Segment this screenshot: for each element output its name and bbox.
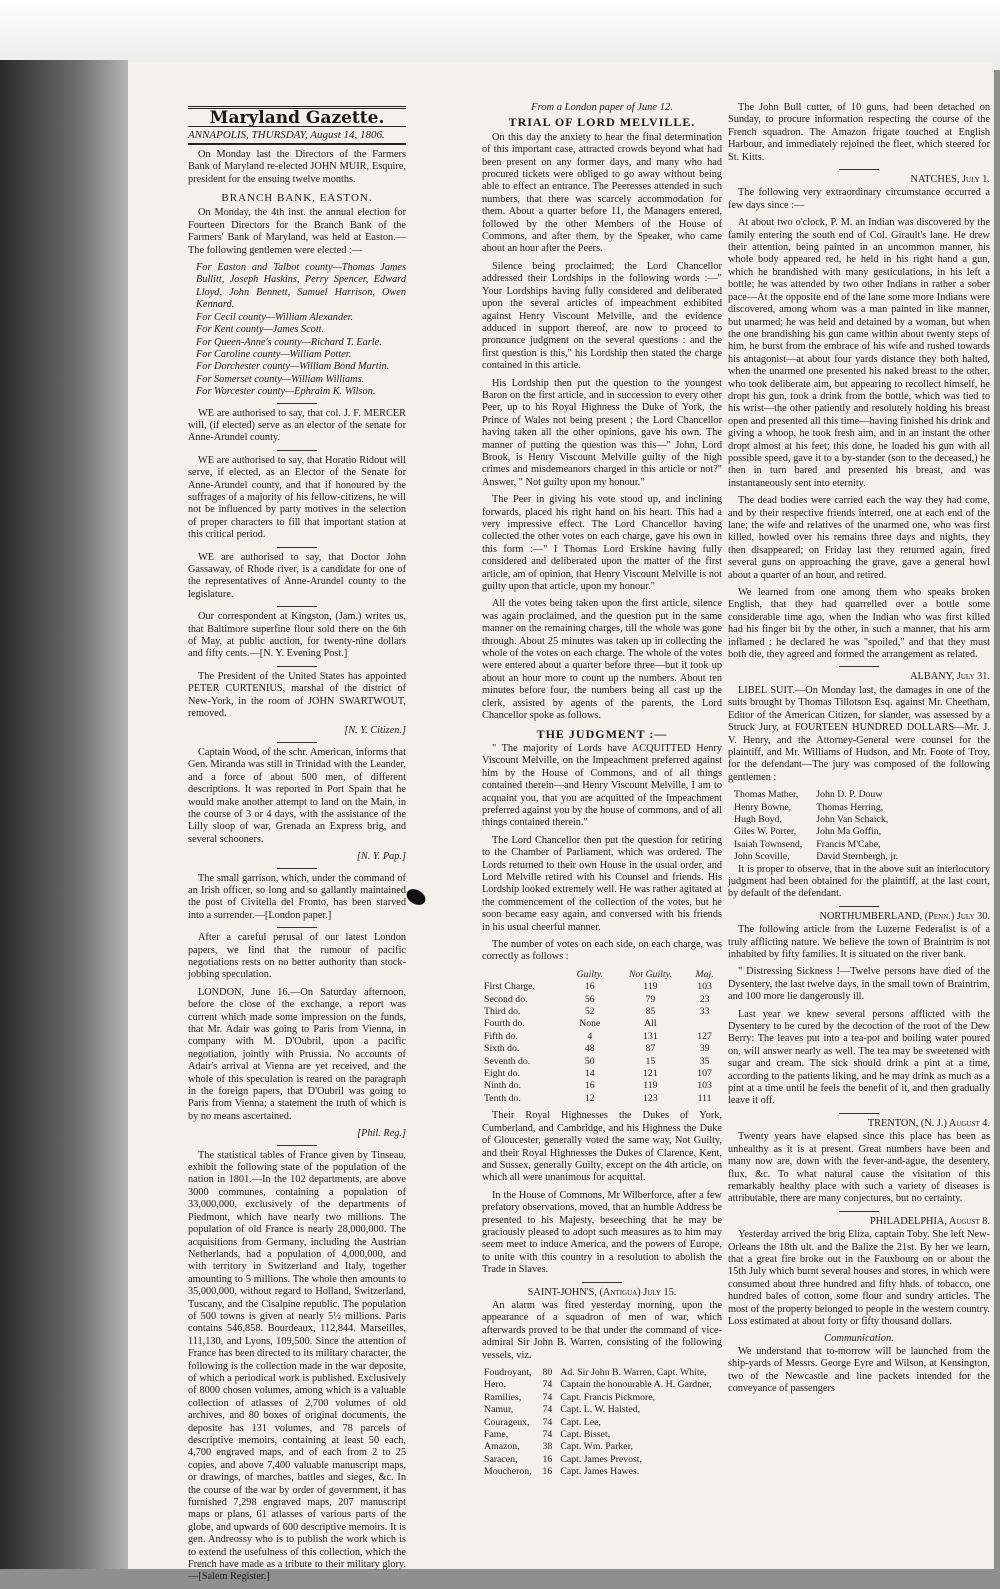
communication-paragraph: We understand that to-morrow will be launched from the ship-yards of Messrs. George Eyre and Wilson, at Kensington, two of the Newcastle and line packets intended for the conveyance of passengers — [728, 1345, 990, 1394]
fleet-cell: 74 — [542, 1404, 553, 1416]
director-entry: For Easton and Talbot county—Thomas James Bullitt, Joseph Haskins, Perry Spencer, Edward Lloyd, John Bennett, Samuel Harrison, Owen Kennard. — [196, 262, 406, 311]
juror: Francis M'Cabe, — [816, 838, 881, 850]
votes-cell: All — [644, 1018, 657, 1030]
votes-cell: 119 — [643, 1080, 658, 1092]
votes-cell: 35 — [699, 1055, 710, 1067]
philadelphia-paragraph: Yesterday arrived the brig Eliza, captain Toby. She left New-Orleans the 18th ult. and the Balize the 21st. By her we learn, that a great fire broke out in the Fauxbourg on or about the 15th July which burnt several houses and stores, in which were consumed about three hundred and fifty hhds. of tobacco, one hundred bales of cotton, some flour and sundry articles. The most of the property belonged to people in the western country. Loss estimated at about forty or fifty thousand dollars. — [728, 1229, 990, 1327]
fleet-cell: Capt. Bisset, — [560, 1429, 611, 1441]
fleet-cell: 74 — [542, 1379, 553, 1391]
director-entry: For Dorchester county—William Bond Martin. — [196, 361, 390, 373]
votes-row — [482, 1068, 722, 1080]
fleet-row — [482, 1454, 722, 1466]
communication-heading: Communication. — [824, 1333, 894, 1345]
votes-cell: Eight do. — [484, 1068, 520, 1080]
perusal-paragraph: After a careful perusal of our latest London papers, we find that the rumour of pacific negotiations rests on no better authority than stock-jobbing speculation. — [188, 932, 406, 981]
votes-header-cell: Not Guilty. — [628, 968, 672, 980]
dateline: ANNAPOLIS, THURSDAY, August 14, 1806. — [188, 127, 406, 144]
divider — [839, 906, 879, 907]
captain-wood-report: Captain Wood, of the schr. American, informs that Gen. Miranda was still in Trinidad with the Leander, and a force of about 500 men, of different descriptions. It was reported in Port Spain that he would make another attempt to land on the Main, in the course of 3 or 4 days, with the assistance of the Lilly sloop of war, Grenada an Express brig, and several schooners. — [188, 746, 406, 845]
votes-cell: 23 — [699, 993, 710, 1005]
fleet-cell: Moucheron, — [484, 1466, 532, 1478]
trial-paragraph: The Lord Chancellor then put the question for retiring to the Chamber of Parliament, which was ordered. The Lords returned to their own House in the usual order, and Lord Melville retired with his Counsel and friends. His Lordship looked extremely well. He was rather agitated at the commencement of the collection of the votes, but he soon became easy again, and conversed with his friends in his usual cheerful manner. — [482, 834, 722, 933]
divider — [839, 1113, 879, 1114]
votes-row — [482, 1056, 722, 1068]
farmers-bank-notice: On Monday last the Directors of the Farmers Bank of Maryland re-elected JOHN MUIR, Esquire, president for the ensuing twelve months. — [188, 148, 406, 185]
divider — [277, 1145, 317, 1146]
juror: John D. P. Douw — [816, 789, 883, 801]
fleet-cell: Fame, — [484, 1429, 509, 1441]
votes-cell: 123 — [643, 1092, 658, 1104]
garrison-report: The small garrison, which, under the command of an Irish officer, so long and so gallantly maintained the post of Civitella del Fronto, has been starved into a surrender.—[London paper.] — [188, 872, 406, 921]
judgment-text: " The majority of Lords have ACQUITTED Henry Viscount Melville, on the Impeachment preferred against him by the House of Commons, and of all things contained therein—and Henry Viscount Melville, I am to acquaint you, that you are acquitted of the Impeachment preferred against you by the house of commons, and of all things contained therein." — [482, 742, 722, 829]
gassaway-notice: WE are authorised to say, that Doctor John Gassaway, of Rhode river, is a candidate for one of the representatives of Anne-Arundel county to the legislature. — [188, 551, 406, 600]
juror: David Sternbergh, jr. — [816, 851, 899, 863]
scan-binding-shadow — [0, 60, 128, 1569]
votes-cell: None — [579, 1018, 601, 1030]
fleet-cell: 16 — [542, 1466, 553, 1478]
votes-cell: 87 — [645, 1043, 656, 1055]
votes-cell: 85 — [645, 1006, 656, 1018]
dateline-philadelphia: PHILADELPHIA, August 8. — [869, 1215, 990, 1227]
fleet-row — [482, 1466, 722, 1478]
divider — [839, 1211, 879, 1212]
trial-paragraph: All the votes being taken upon the first article, silence was again proclaimed, and the question put in the same manner on the remaining charges, till the whole was gone through. About 25 minutes was taken up in collecting the whole of the votes on each charge. The whole of the votes were entered about a quarter before three—but it took up about an hour more to count up the numbers. About ten minutes before four, the numbers being all cast up the clerk, assisted by agents of the parents, the Lord Chancellor spoke as follows. — [482, 598, 722, 722]
divider — [277, 403, 317, 404]
trial-paragraph: On this day the anxiety to hear the final determination of this important case, attracted crowds beyond what had been present on any former days, and many who had procured tickets were obliged to go away without being able to effect an entrance. The Peeresses attended in such numbers, that there was scarcely accommodation for them. About a quarter before 11, the Managers entered, followed by the other Members of the House of Commons, and after them, by the Speaker, who came about an hour after the Peers. — [482, 131, 722, 255]
votes-header-cell — [482, 969, 566, 981]
france-statistics: The statistical tables of France given by Tinseau, exhibit the following state of the population of the nation in 1801.—In the 102 departments, are above 3000 communes, containing a population of 33,000,000, exclusively of the departments of Piedmont, which have nearly two millions. The population of old France is nearly 28,000,000. The acquisitions from Germany, including the Austrian Netherlands, had a population of 4,000,000, and with territory in Switzerland and Italy, together amounting to 5 millions. The whole then amounts to 35,000,000, without regard to Holland, Switzerland, Tuscany, and the Cisalpine republic. The population of 500 towns is given at nearly 5½ millions. Paris contains 546,858. Bourdeaux, 112,844. Marseilles, 111,130, and Lyons, 109,500. Since the attention of France has been directed to its military character, the following is the collection made in the war deposite, of which a periodical work is published. Exclusively of 8000 chosen volumes, among which is a valuable collection of atlasses of 2,700 volumes of old archives, and 80 boxes of original documents, the deposite has 131 volumes, and 78 parcels of descriptive memoirs, containing at least 50 each, 4,700 engraved maps, and of each from 2 to 25 copies, and above 7,400 valuable manuscript maps, or drawings, of marches, battles and sieges, &c. In the course of the war by order of government, it has furnished 7,298 engraved maps, 207 manuscript maps or plans, 61 atlasses of various parts of the globe, and upwards of 600 descriptive memoirs. It is gen. Andreossy who is to publish the work which is to extend the usefulness of this collection, which the French have made as a tribute to their military glory.—[Salem Register.] — [188, 1149, 406, 1583]
fleet-row — [482, 1379, 722, 1391]
northumberland-paragraph: Last year we knew several persons afflicted with the Dysentery to be cured by the decoction of the root of the Dew Berry: The leaves put into a tea-pot and boiling water poured on, will answer nearly as well. The tea may be sweetened with sugar and cream. The sick should drink a pint at a time, according to the patients liking, and he may drink as much as a pint at a time until he feels the benefit of it, and then gradually leave it off. — [728, 1008, 990, 1107]
trial-paragraph: His Lordship then put the question to the youngest Baron on the first article, and in succession to every other Peer, up to his Royal Highness the Duke of York, the Prince of Wales not being present ; the Lord Chancellor having taken all the other opinions, gave his own. The manner of putting the question was this—" John, Lord Brook, is Henry Viscount Melville guilty of the high crimes and misdemeanors charged in this article or not?" Answer, " Not guilty upon my honour." — [482, 377, 722, 488]
john-bull-paragraph: The John Bull cutter, of 10 guns, had been detached on Sunday, to procure information respecting the course of the French squadron. The Amazon frigate touched at English Harbour, and immediately rejoined the fleet, which steered for St. Kitts. — [728, 102, 990, 163]
dateline-natches: NATCHES, July 1. — [910, 174, 990, 186]
votes-cell: Second do. — [484, 993, 528, 1005]
divider — [839, 169, 879, 170]
divider — [277, 606, 317, 607]
fleet-cell: 74 — [542, 1416, 553, 1428]
fleet-cell: Captain the honourable A. H. Gardner, — [560, 1379, 712, 1391]
trial-paragraph: The Peer in giving his vote stood up, and inclining forwards, placed his right hand on his heart. This had a very impressive effect. The Lord Chancellor having collected the other votes on each charge, gave his own in this form :—" I Thomas Lord Erskine having fully considered and deliberated upon the matter of the first article, am of opinion, that Henry Viscount Melville is not guilty upon that article, upon my honour." — [482, 494, 722, 593]
fleet-cell: Capt. Lee, — [560, 1416, 601, 1428]
votes-cell: 33 — [699, 1006, 710, 1018]
juror: Thomas Herring, — [816, 801, 884, 813]
votes-cell: 56 — [584, 993, 595, 1005]
divider — [277, 666, 317, 667]
votes-cell: 121 — [643, 1068, 658, 1080]
dateline-trenton: TRENTON, (N. J.) August 4. — [867, 1117, 990, 1129]
votes-row — [482, 1018, 722, 1030]
votes-row — [482, 1080, 722, 1092]
fleet-row — [482, 1417, 722, 1429]
juror: Hugh Boyd, — [734, 813, 782, 825]
votes-cell: 79 — [645, 993, 656, 1005]
column-2 — [482, 102, 722, 1484]
votes-header-row — [482, 969, 722, 981]
trial-heading: TRIAL OF LORD MELVILLE. — [508, 115, 696, 130]
fleet-row — [482, 1367, 722, 1379]
natches-paragraph: At about two o'clock, P. M. an Indian was discovered by the family entering the south end of Col. Girault's lane. He drew their attention, being painted in an uncommon manner, his whole body appeared red, he held in his right hand a gun, which he brandished with many gesticulations, in his left a bottle; he was attended by two other Indians in rather a sober pace—At the opposite end of the lane some more Indians were discovered, among whom was a man painted in like manner, but unarmed; he was held and detained by a woman, but when the one brandishing his gun came within about twenty steps of him, he burst from the embrace of his wife and rushed towards his antagonist—at about four yards distance they both halted, when the unarmed one presented his naked breast to the other, who took deliberate aim, but appearing to recollect himself, he dropt his gun, took a drink from the bottle, which was tied to his wrist—the other patiently and resolutely holding his breast open and presented all this time—having finished his drink and giving a whoop, he took fresh aim, and in an instant the other dropt almost at his feet; this done, he loaded his gun with all possible speed, gave it to a by-stander (son to the deceased,) he then in turn bared and presented his breast, and was instantaneously sent into eternity. — [728, 217, 990, 489]
votes-row — [482, 1006, 722, 1018]
trial-paragraph: Silence being proclaimed; the Lord Chancellor addressed their Lordships in the following words :—" Your Lordships having fully considered and deliberated upon the several articles of impeachment exhibited against Henry Viscount Melville, and the evidence adduced in support thereof, are now to proceed to pronounce judgment on the several questions : and the first question is this," his Lordship then stated the charge contained in this article. — [482, 260, 722, 372]
votes-cell: Third do. — [484, 1006, 521, 1018]
votes-row — [482, 1031, 722, 1043]
votes-header-cell: Guilty. — [576, 968, 603, 980]
natches-paragraph: The dead bodies were carried each the way they had come, and by their respective friends interred, one at each end of the lane; the wife and relatives of the unarmed one, who was first killed, howled over his remains three days and nights, they then disappeared; on Friday last they returned again, fired several guns on approaching the grave, gave a general howl about a quarter of an hour, and retired. — [728, 495, 990, 581]
votes-row — [482, 1093, 722, 1105]
fleet-cell: 38 — [542, 1441, 553, 1453]
votes-cell: 131 — [643, 1030, 658, 1042]
alarm-paragraph: An alarm was fired yesterday morning, upon the appearance of a squadron of men of war, which afterwards proved to be that under the command of vice-admiral Sir John B. Warren, consisting of the following vessels, viz. — [482, 1299, 722, 1361]
juror: Henry Bowne, — [734, 801, 792, 813]
divider — [277, 742, 317, 743]
votes-cell: Sixth do. — [484, 1043, 520, 1055]
fleet-cell: Amazon, — [484, 1441, 520, 1453]
fleet-cell: Ad. Sir John B. Warren, Capt. White, — [560, 1367, 707, 1378]
fleet-cell: Capt. Wm. Parker, — [560, 1441, 633, 1453]
votes-cell: Ninth do. — [484, 1080, 522, 1092]
votes-cell: 4 — [587, 1030, 593, 1042]
fleet-cell: Capt. L. W. Halsted, — [560, 1404, 641, 1416]
votes-intro: The number of votes on each side, on each charge, was correctly as follows : — [482, 939, 722, 963]
scan-top-edge — [0, 0, 1000, 70]
branch-bank-heading: BRANCH BANK, EASTON. — [221, 192, 373, 205]
juror: Giles W. Porter, — [734, 826, 797, 838]
newspaper-page — [128, 62, 994, 1583]
fleet-cell: Ramilies, — [484, 1391, 522, 1403]
director-entry: For Worcester county—Ephraim K. Wilson. — [196, 386, 376, 398]
votes-cell: 14 — [584, 1068, 595, 1080]
northumberland-paragraph: " Distressing Sickness !—Twelve persons have died of the Dysentery, the last twelve days, in the small town of Braintrim, and 100 more lie dangerously ill. — [728, 966, 990, 1003]
fleet-row — [482, 1392, 722, 1404]
fleet-row — [482, 1441, 722, 1453]
fleet-cell: Foudroyant, — [484, 1367, 532, 1378]
votes-table — [482, 969, 722, 1105]
masthead-title: Maryland Gazette. — [188, 106, 406, 127]
divider — [582, 1282, 622, 1283]
votes-cell: 52 — [584, 1006, 595, 1018]
votes-cell: 50 — [584, 1055, 595, 1067]
votes-row — [482, 981, 722, 993]
votes-cell: Seventh do. — [484, 1055, 531, 1067]
divider — [839, 666, 879, 667]
fleet-cell: Namur, — [484, 1404, 514, 1416]
natches-paragraph: We learned from one among them who speaks broken English, that they had quarrelled over a bottle some considerable time ago, when the Indian who was first killed had his finger bit by the other, in such a manner, that his arm inflamed ; he declared he was "spoiled," and that they must both die, they agreed and formed the arrangement as related. — [728, 587, 990, 661]
juror: Isaiah Townsend, — [734, 838, 803, 850]
source-reg: [Phil. Reg.] — [357, 1128, 406, 1140]
fleet-cell: 74 — [542, 1429, 553, 1441]
ink-blot — [404, 886, 428, 908]
votes-cell: First Charge, — [484, 981, 535, 993]
london-report: LONDON, June 16.—On Saturday afternoon, before the close of the exchange, a report was current which made some impression on the funds, that Mr. Adair was going to Paris from Vienna, in company with M. D'Oubril, upon a pacific negotiation, jointly with Prussia. No accounts of Adair's arrival at Vienna are yet received, and the whole of this speculation is reared on the paragraph in the foreign papers, that D'Oubril was going to Paris from Vienna; a statement the truth of which is by no means ascertained. — [188, 986, 406, 1122]
votes-cell: 119 — [643, 981, 658, 993]
votes-cell: Fifth do. — [484, 1030, 518, 1042]
divider — [277, 450, 317, 451]
votes-header-cell: Maj. — [695, 968, 714, 980]
director-entry: For Somerset county—William Williams. — [196, 373, 365, 385]
votes-row — [482, 1043, 722, 1055]
fleet-row — [482, 1404, 722, 1416]
votes-cell — [687, 1018, 722, 1030]
source-citizen: [N. Y. Citizen.] — [344, 725, 406, 737]
votes-cell: 111 — [697, 1092, 712, 1104]
director-entry: For Kent county—James Scott. — [196, 324, 325, 336]
fleet-cell: Courageux, — [484, 1416, 530, 1428]
wilberforce-paragraph: In the House of Commons, Mr Wilberforce, after a few prefatory observations, moved, that an humble Address be presented to his Majesty, beseeching that he may be graciously pleased to adopt such measures as to him may seem meet to induce America, and the powers of Europe, to unite with this country in a resolution to abolish the Trade in Slaves. — [482, 1189, 722, 1276]
fleet-cell: Saracen, — [484, 1453, 518, 1465]
fleet-table — [482, 1367, 722, 1479]
column-3 — [728, 102, 990, 1400]
juror: Thomas Mather, — [734, 789, 799, 801]
fleet-cell: 74 — [542, 1391, 553, 1403]
jury-column-left — [728, 789, 802, 863]
votes-cell: 103 — [697, 981, 712, 993]
royal-votes-paragraph: Their Royal Highnesses the Dukes of York, Cumberland, and Cambridge, and his Highness the Duke of Gloucester, generally voted the same way, Not Guilty, and their Royal Highnesses the Dukes of Clarence, Kent, and Sussex, generally Guilty, except on the 4th article, on which all were unanimous for acquittal. — [482, 1110, 722, 1184]
juror: John Scoville, — [734, 851, 790, 863]
votes-cell: 127 — [697, 1030, 712, 1042]
dateline-northumberland: NORTHUMBERLAND, (Penn.) July 30. — [819, 910, 990, 922]
fleet-cell: Hero, — [484, 1379, 507, 1391]
divider — [277, 868, 317, 869]
dateline-albany: ALBANY, July 31. — [910, 671, 990, 683]
votes-cell: 15 — [645, 1055, 656, 1067]
votes-cell: 48 — [584, 1043, 595, 1055]
libel-suit-followup: It is proper to observe, that in the above suit an interlocutory judgment had been obtained for the plaintiff, at the last court, by default of the defendant. — [728, 863, 990, 900]
northumberland-paragraph: The following article from the Luzerne Federalist is of a truly afflicting nature. We believe the town of Braintrim is not inhabited by fifty families. It is situated on the river bank. — [728, 924, 990, 960]
juror: John Van Schaick, — [816, 813, 889, 825]
jury-list — [728, 789, 990, 863]
divider — [277, 547, 317, 548]
directors-list — [188, 262, 406, 398]
mercer-notice: WE are authorised to say, that col. J. F. MERCER will, (if elected) serve as an elector of the senate for Anne-Arundel county. — [188, 407, 406, 444]
votes-cell: Tenth do. — [484, 1092, 521, 1104]
fleet-cell: Capt. Francis Pickmore, — [560, 1391, 656, 1403]
source-pap: [N. Y. Pap.] — [356, 851, 406, 863]
kingston-notice: Our correspondent at Kingston, (Jam.) writes us, that Baltimore superfine flour sold there on the 6th of May, at public auction, for twenty-nine dollars and fifty cents.—[N. Y. Evening Post.] — [188, 611, 406, 660]
fleet-cell: 16 — [542, 1453, 553, 1465]
judgment-heading: THE JUDGMENT :— — [536, 726, 668, 741]
votes-cell: 107 — [697, 1068, 712, 1080]
votes-cell: 16 — [584, 981, 595, 993]
director-entry: For Cecil county—William Alexander. — [196, 311, 354, 323]
source-header: From a London paper of June 12. — [531, 102, 673, 113]
fleet-row — [482, 1429, 722, 1441]
juror: John Ma Goffin, — [816, 826, 882, 838]
dateline-stjohns: SAINT-JOHN'S, (Antigua) July 15. — [527, 1286, 677, 1298]
fleet-cell: 80 — [542, 1367, 553, 1378]
votes-cell: Fourth do. — [484, 1018, 525, 1030]
jury-column-right — [810, 789, 898, 863]
curtenius-notice: The President of the United States has appointed PETER CURTENIUS, marshal of the district of New-York, in the room of JOHN SWARTWOUT, removed. — [188, 670, 406, 720]
column-1 — [188, 102, 406, 1589]
fleet-cell: Capt. James Prevost, — [560, 1453, 642, 1465]
divider — [277, 927, 317, 928]
votes-row — [482, 994, 722, 1006]
votes-cell: 103 — [697, 1080, 712, 1092]
fleet-cell: Capt. James Hawes. — [560, 1466, 640, 1478]
votes-cell: 12 — [584, 1092, 595, 1104]
natches-paragraph: The following very extraordinary circumstance occurred a few days since :— — [728, 187, 990, 211]
trenton-paragraph: Twenty years have elapsed since this place has been as unhealthy as it is at present. Great numbers have been and many now are, down with the fever-and-ague, the desentery, flux, &c. To what natural cause the visitation of this remarkably healthy place with such a variety of diseases is attributable, there are many conjectures, but no certainty. — [728, 1131, 990, 1205]
ridout-notice: WE are authorised to say, that Horatio Ridout will serve, if elected, as an Elector of the Senate for Anne-Arundel county, and that if honoured by the suffrages of a majority of his fellow-citizens, he will not be influenced by party motives in the selection of proper characters to fill that important station at this critical period. — [188, 454, 406, 541]
director-entry: For Queen-Anne's county—Richard T. Earle. — [196, 336, 382, 348]
branch-bank-text: On Monday, the 4th inst. the annual election for Fourteen Directors for the Branch Bank of the Farmers' Bank of Maryland, was held at Easton.—The following gentlemen were elected :— — [188, 207, 406, 256]
votes-cell: 39 — [699, 1043, 710, 1055]
votes-cell: 16 — [584, 1080, 595, 1092]
director-entry: For Caroline county—William Potter. — [196, 348, 352, 360]
libel-suit-paragraph: LIBEL SUIT.—On Monday last, the damages in one of the suits brought by Thomas Tillotson Esq. against Mr. Cheetham, Editor of the American Citizen, for slander, was assessed by a Struck Jury, at FOURTEEN HUNDRED DOLLARS—Mr. J. V. Henry, and the Attorney-General were counsel for the plaintiff, and Mr. Williams of Hudson, and Mr. Foote of Troy, for the defendant—The jury was composed of the following gentlemen : — [728, 684, 990, 783]
